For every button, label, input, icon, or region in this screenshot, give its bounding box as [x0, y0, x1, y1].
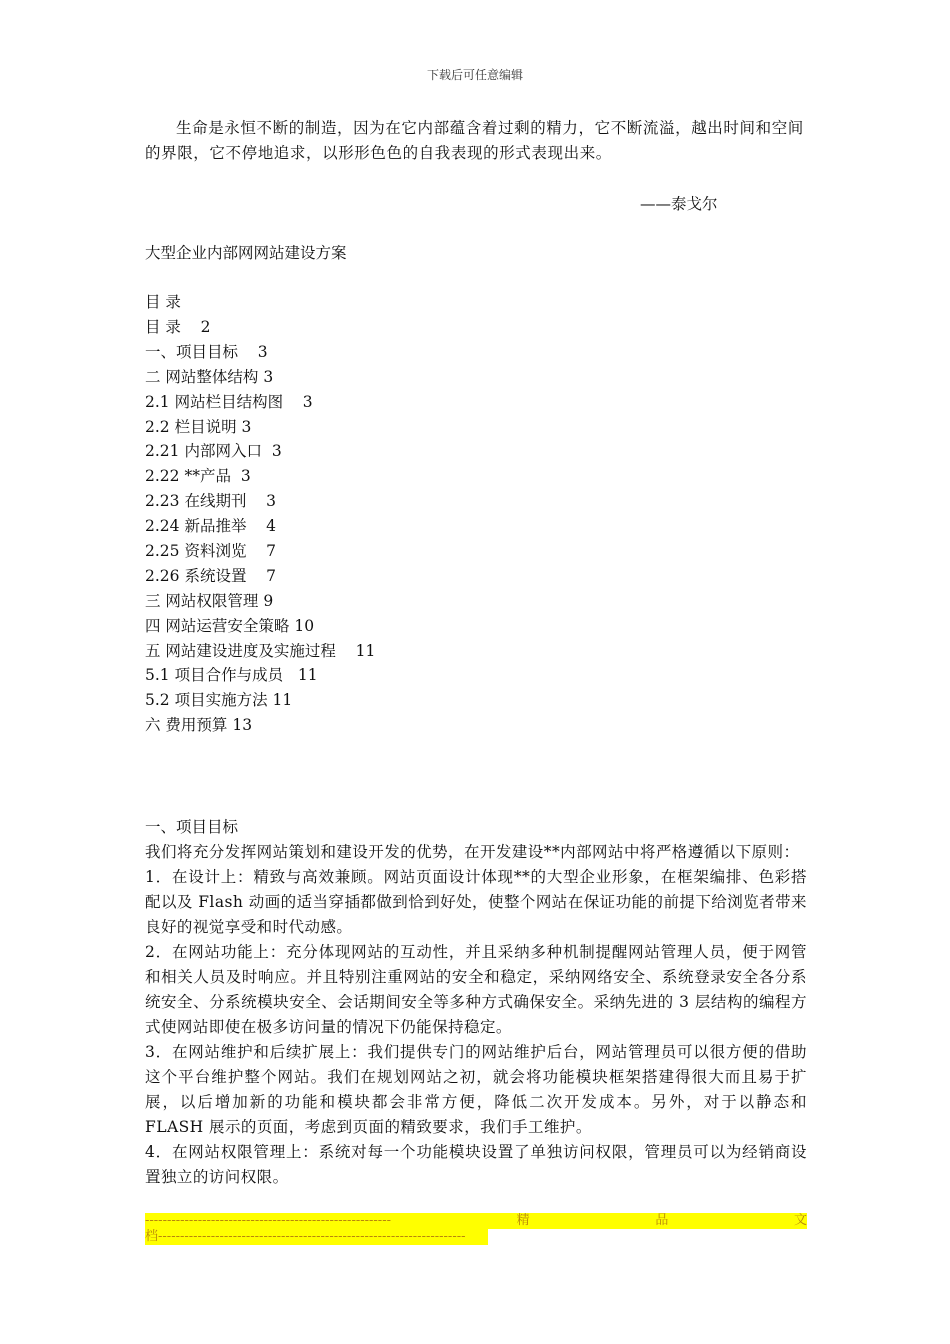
section-heading: 一、项目目标 [145, 818, 239, 836]
toc-item-page: 3 [271, 442, 282, 461]
toc-item-page: 3 [263, 367, 274, 386]
section-paragraph: 1．在设计上：精致与高效兼顾。网站页面设计体现**的大型企业形象，在框架编排、色彩搭配以及 Flash 动画的适当穿插都做到恰到好处，使整个网站在保证功能的前提下给浏览者带来良好的视觉享受和时代动感。 [145, 868, 807, 936]
footer-char: 品 [655, 1213, 669, 1228]
toc-item [145, 663, 807, 688]
toc-item-page: 10 [294, 616, 315, 635]
toc-item-page: 13 [232, 716, 253, 735]
toc-item [145, 340, 807, 365]
section-project-goals [145, 815, 807, 1190]
footer-line-1 [145, 1213, 807, 1229]
toc-item-label: 三 网站权限管理 [145, 591, 259, 610]
toc-item-label: 六 费用预算 [145, 716, 228, 735]
toc-item-page: 4 [266, 517, 277, 536]
toc-item [145, 464, 807, 489]
toc-item-label: 2.2 栏目说明 [145, 417, 237, 436]
toc-item-label: 二 网站整体结构 [145, 367, 259, 386]
toc-item [145, 415, 807, 440]
section-paragraph: 我们将充分发挥网站策划和建设开发的优势，在开发建设**内部网站中将严格遵循以下原则： [145, 843, 800, 861]
toc-item-page: 9 [263, 591, 274, 610]
footer-char: 档 [145, 1229, 159, 1244]
toc-item-page: 7 [266, 566, 277, 585]
toc-item [145, 365, 807, 390]
document-title: 大型企业内部网网站建设方案 [145, 244, 347, 262]
toc-item-page: 11 [297, 666, 318, 685]
toc-item [145, 564, 807, 589]
toc-item-page: 7 [266, 542, 277, 561]
toc-item [145, 439, 807, 464]
toc-item-label: 2.22 **产品 [145, 467, 231, 486]
epigraph-attribution: ——泰戈尔 [640, 195, 718, 213]
toc-item-label: 2.26 系统设置 [145, 566, 247, 585]
toc-item [145, 315, 807, 340]
toc-item-label: 目 录 [145, 318, 181, 336]
section-paragraph: 2．在网站功能上：充分体现网站的互动性，并且采纳多种机制提醒网站管理人员，便于网管和相关人员及时响应。并且特别注重网站的安全和稳定，采纳网络安全、系统登录安全各分系统安全、分系统模块安全、会话期间安全等多种方式确保安全。采纳先进的 3 层结构的编程方式使网站即使在极多访问量的情况下仍能保持稳定。 [145, 943, 807, 1036]
toc-item-page: 11 [355, 641, 376, 660]
footer-dashes-left: -------------------------------------------------------- [145, 1213, 391, 1228]
toc-item-page: 3 [257, 342, 268, 361]
footer-banner [145, 1213, 807, 1250]
toc-item-page: 11 [272, 691, 293, 710]
toc-item-page: 3 [241, 417, 252, 436]
toc-item [145, 589, 807, 614]
toc-item [145, 713, 807, 738]
toc-item-label: 2.21 内部网入口 [145, 442, 262, 461]
toc-item-label: 2.24 新品推举 [145, 517, 247, 536]
toc-item-label: 2.23 在线期刊 [145, 492, 247, 511]
toc-item [145, 614, 807, 639]
toc-item-page: 2 [200, 318, 211, 336]
toc-item-page: 3 [240, 467, 251, 486]
footer-line-2 [145, 1229, 488, 1245]
toc-item-label: 2.25 资料浏览 [145, 542, 247, 561]
section-paragraph: 3．在网站维护和后续扩展上：我们提供专门的网站维护后台，网站管理员可以很方便的借助这个平台维护整个网站。我们在规划网站之初，就会将功能模块框架搭建得很大而且易于扩展，以后增加新的功能和模块都会非常方便，降低二次开发成本。另外，对于以静态和 FLASH 展示的页面，考虑到页面的精致要求，我们手工维护。 [145, 1043, 807, 1136]
toc-item [145, 688, 807, 713]
toc-item-label: 2.1 网站栏目结构图 [145, 392, 284, 411]
toc-item [145, 539, 807, 564]
section-paragraph: 4．在网站权限管理上：系统对每一个功能模块设置了单独访问权限，管理员可以为经销商设置独立的访问权限。 [145, 1143, 807, 1186]
toc-item [145, 639, 807, 664]
toc-item-page: 3 [302, 392, 313, 411]
toc-item-label: 5.1 项目合作与成员 [145, 666, 284, 685]
toc-item [145, 514, 807, 539]
toc-item-label: 五 网站建设进度及实施过程 [145, 641, 336, 660]
header-note: 下载后可任意编辑 [426, 68, 523, 82]
epigraph-quote: 生命是永恒不断的制造，因为在它内部蕴含着过剩的精力，它不断流溢，越出时间和空间的界限，它不停地追求，以形形色色的自我表现的形式表现出来。 [145, 119, 804, 162]
footer-char: 文 [793, 1213, 807, 1228]
footer-dashes-right: ---------------------------------------------------------------------- [158, 1229, 466, 1244]
toc-heading: 目 录 [145, 293, 181, 311]
toc-item-label: 四 网站运营安全策略 [145, 616, 290, 635]
toc-item-label: 一、项目目标 [145, 342, 239, 361]
footer-char: 精 [516, 1213, 530, 1228]
toc-item [145, 489, 807, 514]
toc-item [145, 390, 807, 415]
table-of-contents [145, 315, 807, 738]
toc-item-page: 3 [266, 492, 277, 511]
toc-item-label: 5.2 项目实施方法 [145, 691, 268, 710]
